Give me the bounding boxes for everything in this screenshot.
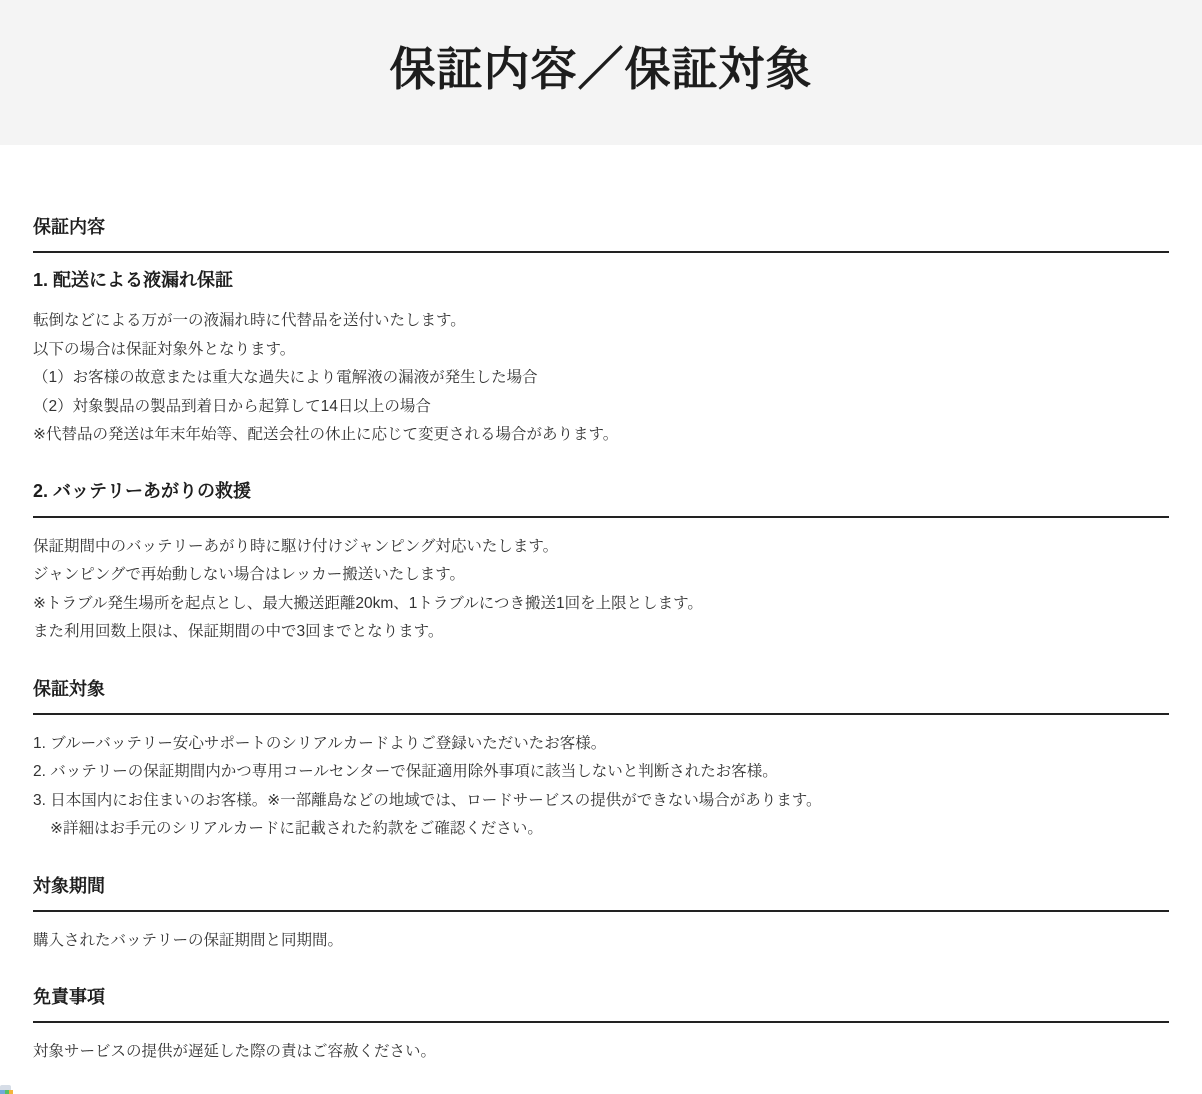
cropped-image-fragment	[0, 1085, 13, 1094]
text-line: ※トラブル発生場所を起点とし、最大搬送距離20km、1トラブルにつき搬送1回を上限とします。	[33, 594, 703, 612]
section-warranty-target	[33, 677, 1169, 844]
paragraph-disclaimer	[33, 1038, 1169, 1067]
text-line: （1）お客様の故意または重大な過失により電解液の漏液が発生した場合	[33, 369, 538, 386]
list-item: 1. ブルーバッテリー安心サポートのシリアルカードよりご登録いただいたお客様。	[33, 734, 607, 752]
heading-leak-warranty: 1. 配送による液漏れ保証	[33, 270, 234, 290]
section-coverage-period	[33, 874, 1169, 956]
text-line: ジャンピングで再始動しない場合はレッカー搬送いたします。	[33, 566, 465, 583]
page-title: 保証内容／保証対象	[389, 42, 813, 95]
fragment-yellow-block	[9, 1090, 13, 1094]
paragraph-warranty-target	[33, 730, 1169, 844]
note-line: ※詳細はお手元のシリアルカードに記載された約款をご確認ください。	[50, 820, 543, 837]
list-item: 3. 日本国内にお住まいのお客様。※一部離島などの地域では、ロードサービスの提供ができない場合があります。	[33, 791, 822, 809]
paragraph-coverage-period	[33, 927, 1169, 956]
text-line: 購入されたバッテリーの保証期間と同期間。	[33, 931, 344, 949]
heading-disclaimer: 免責事項	[33, 985, 1169, 1023]
main-content	[0, 215, 1202, 1067]
heading-warranty-target: 保証対象	[33, 677, 1169, 715]
text-line: 保証期間中のバッテリーあがり時に駆け付けジャンピング対応いたします。	[33, 537, 559, 555]
text-line: また利用回数上限は、保証期間の中で3回までとなります。	[33, 623, 444, 640]
text-line: ※代替品の発送は年末年始等、配送会社の休止に応じて変更される場合があります。	[33, 426, 619, 443]
text-line: 転倒などによる万が一の液漏れ時に代替品を送付いたします。	[33, 312, 466, 329]
text-line: 対象サービスの提供が遅延した際の責はご容赦ください。	[33, 1043, 437, 1060]
paragraph-battery-rescue	[33, 533, 1169, 647]
list-item: 2. バッテリーの保証期間内かつ専用コールセンターで保証適用除外事項に該当しないと判断されたお客様。	[33, 763, 778, 780]
text-line: （2）対象製品の製品到着日から起算して14日以上の場合	[33, 397, 431, 415]
heading-battery-rescue: 2. バッテリーあがりの救援	[33, 479, 1169, 518]
fragment-color-row	[0, 1090, 13, 1094]
text-line: 以下の場合は保証対象外となります。	[33, 340, 296, 358]
section-warranty-content	[33, 215, 1169, 647]
section-disclaimer	[33, 985, 1169, 1067]
heading-coverage-period: 対象期間	[33, 874, 1169, 912]
page-header	[0, 0, 1202, 145]
paragraph-leak-warranty	[33, 307, 1169, 450]
heading-warranty-content: 保証内容	[33, 215, 1169, 253]
